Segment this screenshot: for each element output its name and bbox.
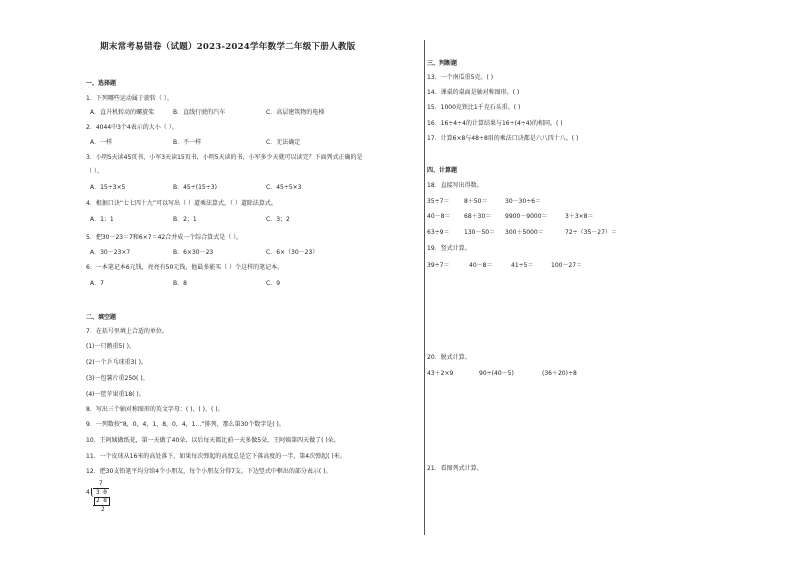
option-a: A．7 xyxy=(90,280,104,287)
question-7: 7．在括号里填上合适的单位。 xyxy=(86,328,168,335)
option-a: A．1；1 xyxy=(90,216,114,223)
option-a: A．一样 xyxy=(90,139,113,146)
option-a: A．15÷3×5 xyxy=(90,184,126,191)
question-17: 17．计算6×8与48÷8用的乘法口诀都是六八四十八。( ) xyxy=(427,135,579,142)
question-6: 6．一本笔记本6元钱，亮亮有50元钱，他最多能买（ ）个这样的笔记本。 xyxy=(86,264,284,271)
question-18: 18．直接写出得数。 xyxy=(427,182,483,189)
question-4-options xyxy=(90,216,390,224)
division-quotient: 7 xyxy=(99,480,103,487)
section-calc-heading: 四、计算题 xyxy=(427,167,458,174)
calc-row-2 xyxy=(427,213,727,221)
section-judge-heading: 三、判断题 xyxy=(427,60,458,67)
division-dividend: 3 0 xyxy=(96,489,107,496)
question-7-item-4: (4)一筐苹果重18( )。 xyxy=(86,391,145,398)
question-3-cont: （ ）。 xyxy=(86,168,103,175)
option-a: A．直升机转动的螺旋桨 xyxy=(90,109,155,116)
calc-item: 40－8＝ xyxy=(427,213,451,220)
option-b: B．2；1 xyxy=(173,216,197,223)
vertical-item: 41÷5＝ xyxy=(511,262,534,269)
question-2-options xyxy=(90,139,390,147)
question-15: 15．1000克铁比1千克石头重。( ) xyxy=(427,104,521,111)
option-c: C．9 xyxy=(266,280,281,287)
question-5-options xyxy=(90,249,390,257)
calc-item: 35÷7＝ xyxy=(427,198,450,205)
question-3: 3．小明5天读45页书，小军3天读15页书，小明5天读的书，小军多少天就可以读完？下面列式正确的是 xyxy=(86,154,363,161)
calc-item: 3＋3×8＝ xyxy=(565,213,594,220)
option-c: C．45÷5×3 xyxy=(266,184,302,191)
question-5: 5．把30－23＝7和6×7＝42合并成一个综合算式是（ ）。 xyxy=(86,234,243,241)
calc-row-1 xyxy=(427,198,727,206)
calc-item: 8＋50＝ xyxy=(464,198,488,205)
expression-item: 90÷(40－5) xyxy=(479,370,514,377)
question-21: 21．看图列式计算。 xyxy=(427,465,483,472)
division-product: 2 8 xyxy=(96,497,107,504)
question-19: 19．竖式计算。 xyxy=(427,245,471,252)
expression-item: (36＋20)÷8 xyxy=(542,370,577,377)
vertical-item: 39÷7＝ xyxy=(427,262,450,269)
vertical-calc-row xyxy=(427,262,727,270)
question-12: 12．把30支铅笔平均分给4个小朋友，每个小朋友分得7支。下边竖式中框出的部分表示( )。 xyxy=(86,468,332,475)
option-b: B．直线行驶的汽车 xyxy=(173,109,226,116)
calc-item: 72÷（35－27）＝ xyxy=(565,229,617,236)
calc-item: 130－50＝ xyxy=(464,229,496,236)
option-c: C．无法确定 xyxy=(266,139,301,146)
question-2: 2．4044中3个4表示的大小（ ）。 xyxy=(86,124,178,131)
question-7-item-3: (3)一包薯片重250( )。 xyxy=(86,375,149,382)
option-a: A．30－23×7 xyxy=(90,249,131,256)
division-bracket xyxy=(91,488,94,497)
question-13: 13．一个南瓜重5克。( ) xyxy=(427,74,494,81)
column-divider xyxy=(424,40,425,535)
calc-item: 300＋5000＝ xyxy=(505,229,544,236)
option-c: C．3；2 xyxy=(266,216,290,223)
expression-row xyxy=(427,370,727,378)
question-3-options xyxy=(90,184,390,192)
question-16: 16．16÷4÷4的计算结果与16÷(4÷4)的相同。( ) xyxy=(427,120,563,127)
section-choice-heading: 一、选择题 xyxy=(86,80,117,87)
option-b: B．不一样 xyxy=(173,139,202,146)
calc-item: 9900－9000＝ xyxy=(505,213,548,220)
question-9: 9．一列数按“8，0，4，1，8，0，4，1…”排列，那么第30个数字是( )。 xyxy=(86,421,285,428)
question-14: 14．课桌的桌面是轴对称图形。( ) xyxy=(427,89,520,96)
question-6-options xyxy=(90,280,390,288)
page-title: 期末常考易错卷（试题）2023-2024学年数学二年级下册人教版 xyxy=(100,42,356,52)
option-c: C．高层建筑物的电梯 xyxy=(266,109,325,116)
calc-item: 30－30÷6＝ xyxy=(505,198,542,205)
vertical-item: 100－27＝ xyxy=(551,262,583,269)
question-7-item-1: (1)一只鹅重5( )。 xyxy=(86,343,135,350)
question-7-item-2: (2)一个乒乓球重3( )。 xyxy=(86,359,147,366)
question-11: 11．一个皮球从16米的高处落下，如果每次弹起的高度总是它下落高度的一半，第4次弹起( )米。 xyxy=(86,453,346,460)
option-b: B．8 xyxy=(173,280,187,287)
option-b: B．6×30－23 xyxy=(173,249,214,256)
question-1: 1．下列哪些运动属于旋转（ ）。 xyxy=(86,95,173,102)
section-fill-heading: 二、填空题 xyxy=(86,314,117,321)
division-remainder: 2 xyxy=(101,506,105,513)
question-8: 8．写出三个轴对称图形的英文字母：( )、( )、( )。 xyxy=(86,406,224,413)
question-4: 4．根据口诀“七七四十九”可以写出（ ）道乘法算式，（ ）道除法算式。 xyxy=(86,200,277,207)
vertical-item: 40－8＝ xyxy=(469,262,493,269)
question-1-options xyxy=(90,109,390,117)
expression-item: 43＋2×9 xyxy=(427,370,454,377)
calc-item: 63÷9＝ xyxy=(427,229,450,236)
question-10: 10．王阿姨做纸花，第一天做了40朵，以后每天都比前一天多做5朵，王阿姨第四天做了( )朵。 xyxy=(86,437,340,444)
long-division-figure xyxy=(86,480,126,520)
calc-item: 68＋30＝ xyxy=(464,213,492,220)
option-c: C．6×（30－23） xyxy=(266,249,319,256)
question-20: 20．脱式计算。 xyxy=(427,354,471,361)
calc-row-3 xyxy=(427,229,727,237)
division-divisor: 4 xyxy=(86,489,90,496)
option-b: B．45÷(15÷3) xyxy=(173,184,217,191)
